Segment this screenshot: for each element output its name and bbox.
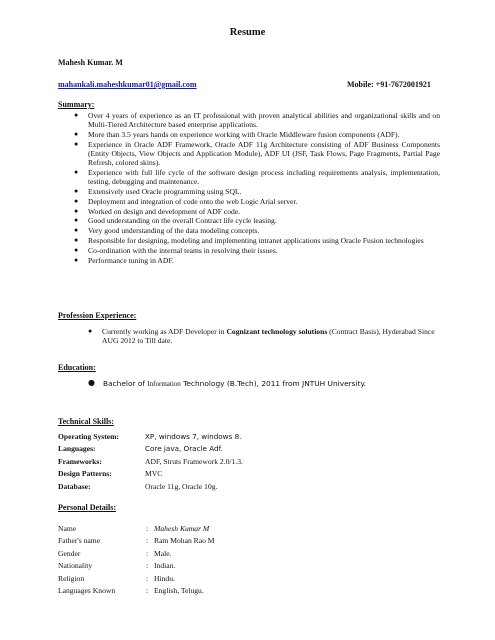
bullet-icon: ● <box>88 378 95 387</box>
education-item: ● Bachelor of Information Technology (B.Tech), 2011 from JNTUH University. <box>88 378 367 388</box>
bullet-icon: ● <box>74 226 79 235</box>
bullet-icon: ● <box>74 255 79 264</box>
list-item: ● Co-ordination with the internal teams in resolving their issues. <box>74 245 278 255</box>
technical-skills-table <box>58 432 243 494</box>
table-row: Languages Known : English, Telugu. <box>58 585 204 595</box>
table-row: Operating System: XP, windows 7, windows 8. <box>58 432 242 441</box>
summary-list <box>58 111 440 265</box>
list-item: ● Responsible for designing, modeling and implementing intranet applications using Oracle Fusion technologies <box>74 235 424 245</box>
technical-skills-heading: Technical Skills: <box>58 417 114 426</box>
personal-details-heading: Personal Details: <box>58 503 116 512</box>
table-row: Name : Mahesh Kumar M <box>58 524 210 533</box>
mobile-contact <box>347 80 431 89</box>
bullet-icon: ● <box>74 139 79 148</box>
bullet-icon: ● <box>74 187 79 195</box>
experience-heading: Profession Experience: <box>58 311 137 320</box>
list-item: ● Deployment and integration of code onto the web Logic Arial server. <box>74 196 298 206</box>
list-item: ● Very good understanding of the data modeling concepts. <box>74 226 260 236</box>
table-row: Nationality : Indian. <box>58 561 176 571</box>
experience-list <box>72 327 440 346</box>
bullet-icon: ● <box>74 168 79 176</box>
table-row: Father's name : Ram Mohan Rao M <box>58 536 215 546</box>
table-row: Languages: Core java, Oracle Adf. <box>58 444 223 454</box>
table-row: Gender : Male. <box>58 548 172 558</box>
table-row: Frameworks: ADF, Struts Framework 2.0/1.3. <box>58 456 243 466</box>
mobile-label: Mobile: <box>347 80 374 89</box>
list-item: ● Performance tuning in ADF. <box>74 255 174 265</box>
personal-details-table <box>58 524 215 598</box>
table-row: Religion : Hindu. <box>58 573 175 583</box>
list-item: ● Experience in Oracle ADF Framework, Oracle ADF 11g Architecture consisting of ADF Business Components (Entity Objects, View Objects and Application Module), ADF UI (JSF, Task Flows, Page Fragments, Partial Page Refresh, colored skins). <box>74 139 440 168</box>
mobile-value: +91-7672001921 <box>375 80 431 89</box>
summary-heading: Summary: <box>58 100 95 109</box>
table-row: Database: Oracle 11g, Oracle 10g. <box>58 481 218 491</box>
table-row: Design Patterns: MVC <box>58 469 163 479</box>
list-item: ● Experience with full life cycle of the software design process including requirements analysis, implementation, testing, debugging and maintenance. <box>74 168 440 187</box>
list-item: ● More than 3.5 years hands on experience working with Oracle Middleware fusion components (ADF). <box>74 130 400 139</box>
bullet-icon: ● <box>74 216 79 225</box>
bullet-icon: ● <box>88 327 93 335</box>
list-item: ● Worked on design and development of ADF code. <box>74 206 241 216</box>
bullet-icon: ● <box>74 196 79 205</box>
list-item: ● Extensively used Oracle programming using SQL. <box>74 187 242 196</box>
page-title: Resume <box>229 27 266 38</box>
company-name: Cognizant technology solutions <box>226 327 328 336</box>
list-item: ● Over 4 years of experience as an IT professional with proven analytical abilities and organizational skills and on Multi-Tiered Architecture based enterprise applications. <box>74 111 440 130</box>
bullet-icon: ● <box>74 245 79 254</box>
bullet-icon: ● <box>74 206 79 215</box>
bullet-icon: ● <box>74 235 79 244</box>
candidate-name: Mahesh Kumar. M <box>58 58 123 67</box>
email-link[interactable]: mahankali.maheshkumar01@gmail.com <box>58 80 197 89</box>
bullet-icon: ● <box>74 111 79 119</box>
list-item: ● Currently working as ADF Developer in Cognizant technology solutions (Contract Basis), Hyderabad Since AUG 2012 to Till date. <box>88 327 435 346</box>
bullet-icon: ● <box>74 130 79 138</box>
education-heading: Education: <box>58 363 96 372</box>
list-item: ● Good understanding on the overall Contract life cycle leasing. <box>74 216 277 226</box>
